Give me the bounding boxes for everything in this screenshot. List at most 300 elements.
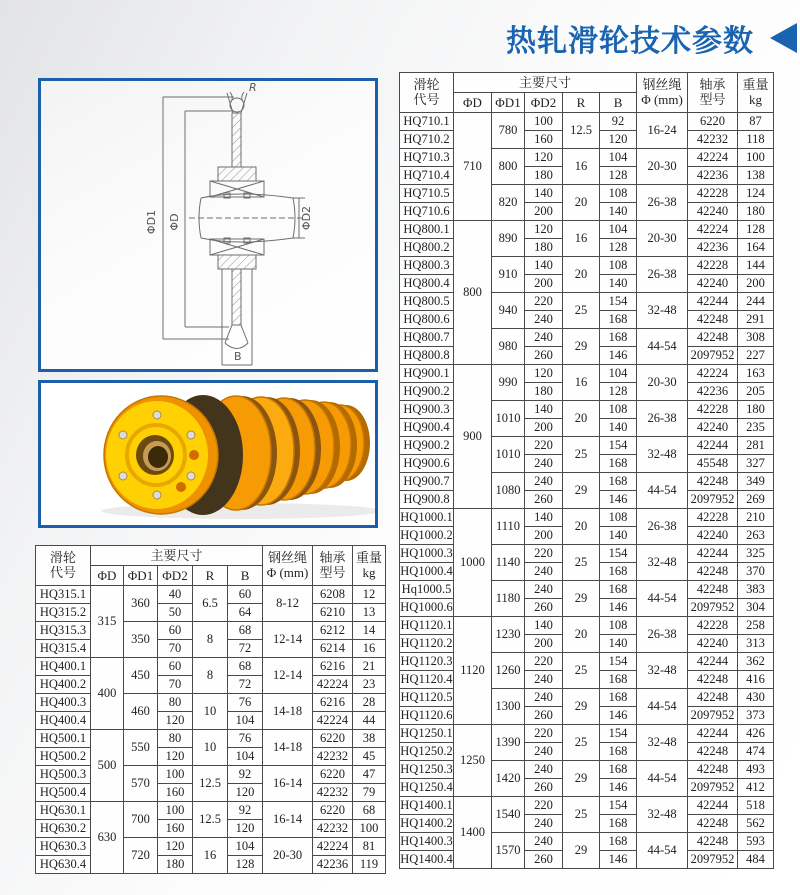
header-text: 滑轮 <box>49 549 76 565</box>
col-header-r: R <box>193 566 228 586</box>
table-cell: 160 <box>158 784 193 802</box>
table-cell: 25 <box>563 725 600 761</box>
table-cell: HQ1250.4 <box>400 779 454 797</box>
table-cell: 16 <box>563 221 600 257</box>
table-cell: 100 <box>158 766 193 784</box>
table-cell: 72 <box>228 676 263 694</box>
table-cell: 26-38 <box>637 185 688 221</box>
table-cell: 12-14 <box>263 622 313 658</box>
table-cell: HQ400.4 <box>36 712 91 730</box>
dim-label-r: R <box>249 81 257 94</box>
table-cell: 168 <box>600 815 637 833</box>
table-cell: HQ900.2 <box>400 437 454 455</box>
col-header-rope <box>637 73 688 113</box>
table-cell: HQ1120.1 <box>400 617 454 635</box>
table-cell: 315 <box>91 586 124 658</box>
table-cell: 104 <box>228 748 263 766</box>
table-cell: 360 <box>124 586 158 622</box>
table-cell: 180 <box>738 401 774 419</box>
table-cell: Hq1000.5 <box>400 581 454 599</box>
table-cell: 25 <box>563 653 600 689</box>
table-cell: 291 <box>738 311 774 329</box>
table-cell: 940 <box>492 293 525 329</box>
table-cell: 10 <box>193 730 228 766</box>
table-cell: 44-54 <box>637 833 688 869</box>
table-cell: 29 <box>563 473 600 509</box>
table-cell: 1010 <box>492 401 525 437</box>
table-cell: 2097952 <box>688 779 738 797</box>
table-row <box>36 622 386 640</box>
table-cell: 40 <box>158 586 193 604</box>
table-cell: 1230 <box>492 617 525 653</box>
header-text: 型号 <box>319 564 346 580</box>
table-cell: HQ1250.3 <box>400 761 454 779</box>
table-cell: 72 <box>228 640 263 658</box>
table-cell: 2097952 <box>688 347 738 365</box>
table-cell: 240 <box>525 473 563 491</box>
header-text: 重量 <box>742 76 769 92</box>
table-cell: 630 <box>91 802 124 874</box>
table-cell: HQ400.2 <box>36 676 91 694</box>
table-cell: HQ1120.3 <box>400 653 454 671</box>
table-cell: 562 <box>738 815 774 833</box>
table-cell: 128 <box>228 856 263 874</box>
table-cell: 10 <box>193 694 228 730</box>
table-cell: 32-48 <box>637 293 688 329</box>
table-cell: HQ315.4 <box>36 640 91 658</box>
table-cell: HQ1000.1 <box>400 509 454 527</box>
table-cell: 128 <box>600 239 637 257</box>
table-cell: HQ315.1 <box>36 586 91 604</box>
header-text: kg <box>749 91 763 107</box>
table-cell: 146 <box>600 347 637 365</box>
technical-drawing-panel <box>38 78 378 372</box>
table-cell: 14-18 <box>263 730 313 766</box>
table-cell: 108 <box>600 257 637 275</box>
table-cell: 120 <box>525 221 563 239</box>
table-cell: 8 <box>193 658 228 694</box>
table-cell: 104 <box>600 149 637 167</box>
pulley-photo-illustration <box>41 383 375 525</box>
table-cell: HQ710.3 <box>400 149 454 167</box>
table-cell: HQ1000.6 <box>400 599 454 617</box>
table-cell: 42224 <box>313 676 353 694</box>
table-cell: 780 <box>492 113 525 149</box>
table-cell: 593 <box>738 833 774 851</box>
table-cell: HQ630.3 <box>36 838 91 856</box>
table-cell: 32-48 <box>637 545 688 581</box>
table-cell: HQ400.1 <box>36 658 91 676</box>
table-cell: 154 <box>600 293 637 311</box>
table-cell: 400 <box>91 658 124 730</box>
table-cell: 220 <box>525 725 563 743</box>
header-text: Φ (mm) <box>266 564 309 580</box>
table-cell: 25 <box>563 545 600 581</box>
table-cell: 42240 <box>688 419 738 437</box>
table-cell: 12.5 <box>193 802 228 838</box>
table-cell: 42244 <box>688 797 738 815</box>
table-cell: 2097952 <box>688 851 738 869</box>
table-row <box>36 766 386 784</box>
col-header-d2: ΦD2 <box>158 566 193 586</box>
table-cell: HQ500.2 <box>36 748 91 766</box>
table-cell: 100 <box>158 802 193 820</box>
table-cell: HQ1400.2 <box>400 815 454 833</box>
table-cell: 240 <box>525 455 563 473</box>
header-text: kg <box>362 564 376 580</box>
table-cell: 227 <box>738 347 774 365</box>
table-cell: 450 <box>124 658 158 694</box>
table-cell: 1080 <box>492 473 525 509</box>
table-cell: 81 <box>353 838 386 856</box>
table-cell: 120 <box>158 748 193 766</box>
table-cell: 76 <box>228 694 263 712</box>
table-cell: 20-30 <box>637 365 688 401</box>
table-row <box>400 221 774 239</box>
table-cell: 42248 <box>688 563 738 581</box>
table-cell: 146 <box>600 779 637 797</box>
table-cell: 42232 <box>313 820 353 838</box>
table-cell: 29 <box>563 581 600 617</box>
table-cell: 168 <box>600 311 637 329</box>
table-cell: 42248 <box>688 743 738 761</box>
table-cell: 12 <box>353 586 386 604</box>
table-cell: 1110 <box>492 509 525 545</box>
table-cell: 29 <box>563 329 600 365</box>
table-cell: 460 <box>124 694 158 730</box>
table-cell: 1420 <box>492 761 525 797</box>
table-cell: HQ710.6 <box>400 203 454 221</box>
header-text: 滑轮 <box>413 76 440 92</box>
table-cell: 8 <box>193 622 228 658</box>
table-cell: 60 <box>158 658 193 676</box>
table-cell: 426 <box>738 725 774 743</box>
header-text: Φ (mm) <box>641 91 683 107</box>
table-row <box>36 838 386 856</box>
table-cell: 104 <box>600 221 637 239</box>
table-cell: 168 <box>600 473 637 491</box>
table-cell: 68 <box>228 658 263 676</box>
dim-label-d: ΦD <box>168 213 181 231</box>
table-cell: 120 <box>158 712 193 730</box>
table-cell: 200 <box>525 419 563 437</box>
table-cell: 42232 <box>688 131 738 149</box>
table-cell: 70 <box>158 640 193 658</box>
table-cell: 12-14 <box>263 658 313 694</box>
header-text: 轴承 <box>699 76 726 92</box>
table-cell: HQ500.1 <box>36 730 91 748</box>
table-cell: 484 <box>738 851 774 869</box>
table-cell: HQ1000.3 <box>400 545 454 563</box>
col-header-rope <box>263 546 313 586</box>
table-cell: 20-30 <box>637 149 688 185</box>
table-cell: 168 <box>600 689 637 707</box>
table-cell: 128 <box>600 167 637 185</box>
table-cell: 500 <box>91 730 124 802</box>
table-cell: 281 <box>738 437 774 455</box>
table-cell: 180 <box>738 203 774 221</box>
col-header-main-dims: 主要尺寸 <box>454 73 637 93</box>
table-cell: 1120 <box>454 617 492 725</box>
table-cell: 200 <box>525 203 563 221</box>
table-cell: 370 <box>738 563 774 581</box>
table-cell: 45 <box>353 748 386 766</box>
table-cell: 240 <box>525 329 563 347</box>
pulley-spec-table-right <box>399 72 774 869</box>
header-text: 代号 <box>49 564 76 580</box>
table-cell: 42248 <box>688 473 738 491</box>
table-cell: 60 <box>228 586 263 604</box>
table-cell: 47 <box>353 766 386 784</box>
table-cell: 1010 <box>492 437 525 473</box>
table-cell: 76 <box>228 730 263 748</box>
table-cell: 260 <box>525 851 563 869</box>
table-cell: 124 <box>738 185 774 203</box>
table-cell: 890 <box>492 221 525 257</box>
table-body <box>400 113 774 869</box>
dim-label-b: B <box>234 350 242 363</box>
table-cell: 120 <box>158 838 193 856</box>
table-cell: 140 <box>600 275 637 293</box>
table-row <box>400 509 774 527</box>
table-cell: 240 <box>525 833 563 851</box>
table-cell: 180 <box>525 239 563 257</box>
table-cell: 28 <box>353 694 386 712</box>
table-cell: 154 <box>600 725 637 743</box>
table-cell: 1180 <box>492 581 525 617</box>
table-cell: 327 <box>738 455 774 473</box>
table-cell: 13 <box>353 604 386 622</box>
table-cell: 350 <box>124 622 158 658</box>
table-cell: HQ900.4 <box>400 419 454 437</box>
col-header-b: B <box>600 93 637 113</box>
table-cell: 146 <box>600 851 637 869</box>
table-cell: 20 <box>563 401 600 437</box>
table-cell: 104 <box>228 838 263 856</box>
table-cell: 269 <box>738 491 774 509</box>
table-cell: 308 <box>738 329 774 347</box>
header-text: 钢丝绳 <box>268 549 308 565</box>
table-cell: 16 <box>193 838 228 874</box>
table-cell: HQ1400.1 <box>400 797 454 815</box>
table-cell: 168 <box>600 743 637 761</box>
table-cell: 16 <box>353 640 386 658</box>
table-cell: 108 <box>600 509 637 527</box>
table-cell: 16 <box>563 365 600 401</box>
table-cell: 220 <box>525 293 563 311</box>
table-cell: 14 <box>353 622 386 640</box>
table-cell: 710 <box>454 113 492 221</box>
table-cell: HQ1250.1 <box>400 725 454 743</box>
table-cell: 493 <box>738 761 774 779</box>
table-cell: 1540 <box>492 797 525 833</box>
table-cell: 160 <box>525 131 563 149</box>
table-cell: 45548 <box>688 455 738 473</box>
table-cell: 164 <box>738 239 774 257</box>
table-cell: 8-12 <box>263 586 313 622</box>
table-cell: 260 <box>525 347 563 365</box>
table-cell: 26-38 <box>637 257 688 293</box>
table-cell: HQ800.2 <box>400 239 454 257</box>
table-body <box>36 586 386 874</box>
table-cell: 32-48 <box>637 797 688 833</box>
table-cell: 140 <box>600 419 637 437</box>
table-cell: 260 <box>525 491 563 509</box>
table-cell: 29 <box>563 761 600 797</box>
table-cell: 700 <box>124 802 158 838</box>
table-cell: 260 <box>525 599 563 617</box>
table-cell: 140 <box>600 635 637 653</box>
product-photo-panel <box>38 380 378 528</box>
table-cell: 26-38 <box>637 401 688 437</box>
table-cell: 20 <box>563 509 600 545</box>
table-cell: 240 <box>525 761 563 779</box>
table-cell: 92 <box>228 802 263 820</box>
table-row <box>36 694 386 712</box>
col-header-d: ΦD <box>91 566 124 586</box>
table-cell: 140 <box>525 509 563 527</box>
table-cell: 50 <box>158 604 193 622</box>
table-cell: HQ500.4 <box>36 784 91 802</box>
table-cell: HQ1120.5 <box>400 689 454 707</box>
table-cell: HQ630.1 <box>36 802 91 820</box>
table-cell: 42232 <box>313 784 353 802</box>
table-cell: 16-24 <box>637 113 688 149</box>
table-cell: 146 <box>600 599 637 617</box>
table-cell: 1000 <box>454 509 492 617</box>
table-cell: 140 <box>600 527 637 545</box>
col-header-code <box>36 546 91 586</box>
col-header-main-dims: 主要尺寸 <box>91 546 263 566</box>
table-cell: 60 <box>158 622 193 640</box>
table-cell: 87 <box>738 113 774 131</box>
table-cell: 44-54 <box>637 329 688 365</box>
table-cell: 990 <box>492 365 525 401</box>
table-cell: HQ1400.3 <box>400 833 454 851</box>
table-cell: 168 <box>600 455 637 473</box>
table-cell: 474 <box>738 743 774 761</box>
table-cell: 42236 <box>688 239 738 257</box>
table-cell: 6220 <box>313 730 353 748</box>
table-cell: 1250 <box>454 725 492 797</box>
table-cell: 6.5 <box>193 586 228 622</box>
table-cell: 42240 <box>688 527 738 545</box>
table-cell: 146 <box>600 707 637 725</box>
table-cell: 163 <box>738 365 774 383</box>
table-cell: 235 <box>738 419 774 437</box>
table-cell: 42248 <box>688 671 738 689</box>
table-cell: 42248 <box>688 329 738 347</box>
table-cell: 38 <box>353 730 386 748</box>
col-header-bearing <box>313 546 353 586</box>
table-cell: 42228 <box>688 617 738 635</box>
table-cell: 80 <box>158 694 193 712</box>
table-cell: 20 <box>563 617 600 653</box>
table-row <box>36 658 386 676</box>
table-cell: 42224 <box>688 221 738 239</box>
table-cell: 154 <box>600 545 637 563</box>
table-cell: 240 <box>525 563 563 581</box>
table-cell: HQ500.3 <box>36 766 91 784</box>
table-cell: 68 <box>228 622 263 640</box>
table-cell: HQ1400.4 <box>400 851 454 869</box>
table-row <box>400 113 774 131</box>
table-cell: 92 <box>228 766 263 784</box>
table-cell: 80 <box>158 730 193 748</box>
table-cell: HQ900.2 <box>400 383 454 401</box>
table-cell: 42240 <box>688 203 738 221</box>
table-cell: 104 <box>600 365 637 383</box>
table-cell: HQ900.6 <box>400 455 454 473</box>
table-cell: 6216 <box>313 658 353 676</box>
table-row <box>36 586 386 604</box>
table-cell: HQ1000.2 <box>400 527 454 545</box>
table-cell: 64 <box>228 604 263 622</box>
table-cell: 800 <box>492 149 525 185</box>
table-cell: 263 <box>738 527 774 545</box>
table-cell: 168 <box>600 329 637 347</box>
table-cell: 240 <box>525 689 563 707</box>
table-cell: 1400 <box>454 797 492 869</box>
table-cell: 154 <box>600 437 637 455</box>
table-cell: 42228 <box>688 401 738 419</box>
table-cell: 1140 <box>492 545 525 581</box>
table-cell: 44 <box>353 712 386 730</box>
table-cell: 25 <box>563 293 600 329</box>
table-cell: 260 <box>525 779 563 797</box>
table-cell: 180 <box>158 856 193 874</box>
table-cell: 140 <box>600 203 637 221</box>
table-cell: 325 <box>738 545 774 563</box>
table-cell: 26-38 <box>637 617 688 653</box>
table-cell: 42232 <box>313 748 353 766</box>
table-cell: 140 <box>525 185 563 203</box>
col-header-d2: ΦD2 <box>525 93 563 113</box>
table-cell: 128 <box>738 221 774 239</box>
table-header <box>400 73 774 113</box>
table-cell: 240 <box>525 743 563 761</box>
table-cell: 373 <box>738 707 774 725</box>
table-cell: 16 <box>563 149 600 185</box>
table-cell: HQ630.2 <box>36 820 91 838</box>
table-cell: 42236 <box>688 167 738 185</box>
table-cell: 180 <box>525 167 563 185</box>
table-cell: 16-14 <box>263 802 313 838</box>
header-text: 重量 <box>356 549 383 565</box>
table-row <box>36 802 386 820</box>
col-header-bearing <box>688 73 738 113</box>
table-cell: HQ800.7 <box>400 329 454 347</box>
table-cell: 100 <box>525 113 563 131</box>
page-header <box>506 16 797 60</box>
table-cell: 6220 <box>313 802 353 820</box>
header-text: 型号 <box>699 91 726 107</box>
table-cell: 1390 <box>492 725 525 761</box>
table-cell: 21 <box>353 658 386 676</box>
table-cell: 42248 <box>688 761 738 779</box>
table-cell: 240 <box>525 581 563 599</box>
table-cell: 258 <box>738 617 774 635</box>
table-cell: 42224 <box>688 365 738 383</box>
table-cell: 42248 <box>688 689 738 707</box>
table-cell: 42244 <box>688 293 738 311</box>
table-cell: 6210 <box>313 604 353 622</box>
table-cell: HQ900.3 <box>400 401 454 419</box>
table-cell: 25 <box>563 437 600 473</box>
table-cell: 160 <box>158 820 193 838</box>
table-cell: 70 <box>158 676 193 694</box>
table-cell: 240 <box>525 671 563 689</box>
